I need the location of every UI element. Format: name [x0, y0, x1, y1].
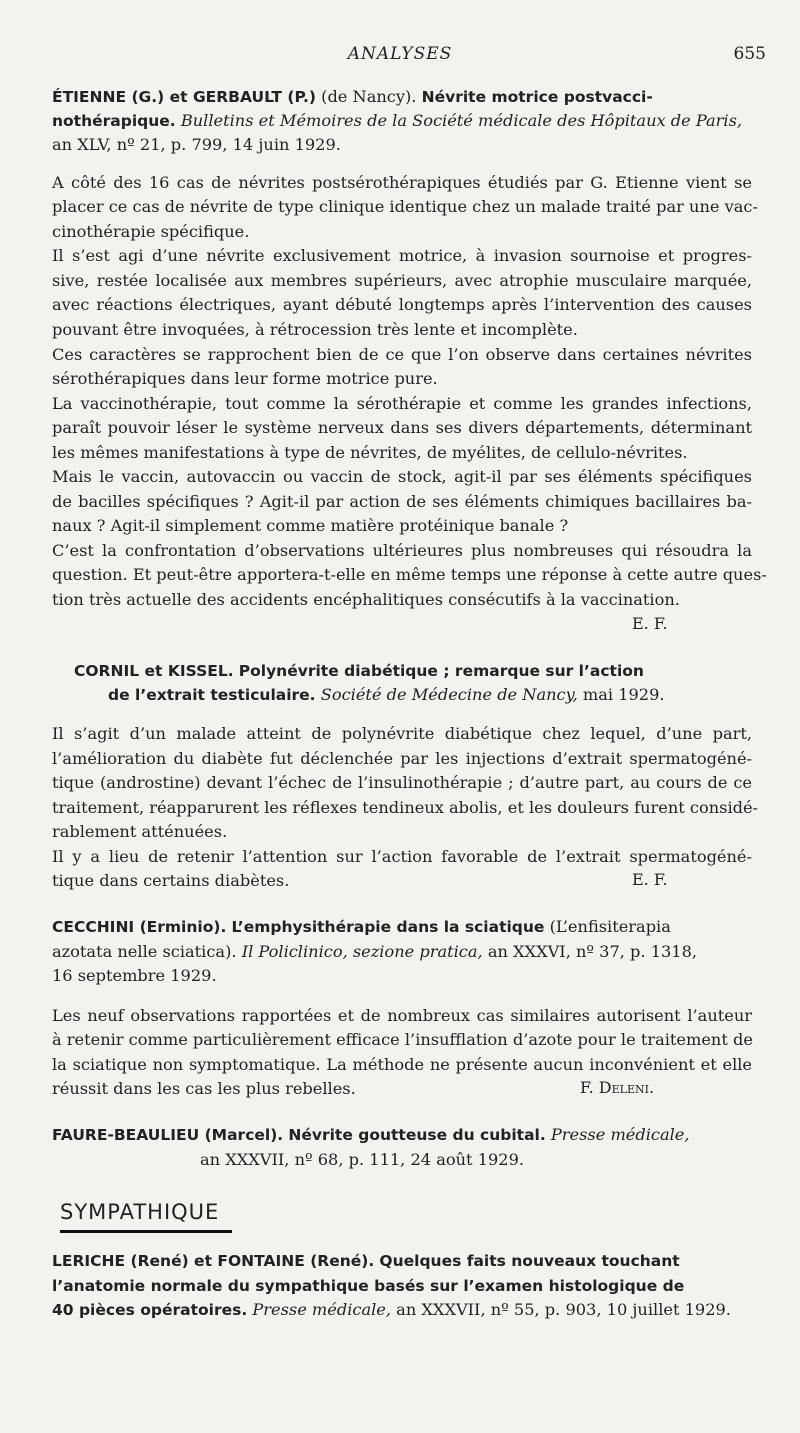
article1-heading — [52, 86, 752, 108]
article1-heading-2 — [52, 110, 752, 132]
article5-authors: LERICHE (René) et FONTAINE (René). — [52, 1252, 375, 1270]
article2-line: tique dans certains diabètes. — [52, 871, 290, 890]
article5-ref: an XXXVII, nº 55, p. 903, 10 juillet 1929. — [396, 1300, 731, 1319]
section-underline — [60, 1230, 232, 1233]
article3-ref-2: 16 septembre 1929. — [52, 966, 217, 985]
article5-title-cont: l’anatomie normale du sympathique basés sur l’examen histologique de — [52, 1277, 685, 1295]
article5-title-end: 40 pièces opératoires. — [52, 1301, 248, 1319]
article1-signature: E. F. — [632, 614, 668, 633]
article1-line: Ces caractères se rapprochent bien de ce que l’on observe dans certaines névrites — [52, 345, 752, 364]
article1-line: placer ce cas de névrite de type clinique identique chez un malade traité par une vac- — [52, 197, 758, 216]
article1-line: naux ? Agit-il simplement comme matière protéinique banale ? — [52, 516, 569, 535]
page-number: 655 — [733, 44, 766, 64]
article1-authors: ÉTIENNE (G.) et GERBAULT (P.) — [52, 88, 316, 106]
article2-line: Il y a lieu de retenir l’attention sur l’action favorable de l’extrait spermatogéné- — [52, 847, 752, 866]
article2-heading — [74, 660, 774, 682]
article3-heading-2 — [52, 941, 752, 963]
article3-authors: CECCHINI (Erminio). — [52, 918, 227, 936]
article2-ref: mai 1929. — [582, 685, 665, 704]
article3-translation: (L’enfisiterapia — [549, 917, 671, 936]
article4-ref: an XXXVII, nº 68, p. 111, 24 août 1929. — [200, 1150, 525, 1169]
article1-line: pouvant être invoquées, à rétrocession très lente et incomplète. — [52, 320, 578, 339]
article1-line: sive, restée localisée aux membres supérieurs, avec atrophie musculaire marquée, — [52, 271, 752, 290]
running-header: ANALYSES — [347, 44, 453, 64]
article1-line: Mais le vaccin, autovaccin ou vaccin de stock, agit-il par ses éléments spécifiques — [52, 467, 752, 486]
article1-place: (de Nancy). — [321, 87, 417, 106]
article3-heading — [52, 916, 752, 938]
article2-journal: Société de Médecine de Nancy, — [320, 685, 578, 704]
section-title: SYMPATHIQUE — [60, 1200, 220, 1224]
article5-heading-2 — [52, 1275, 752, 1297]
article1-title: Névrite motrice postvacci- — [421, 88, 653, 106]
article3-line: Les neuf observations rapportées et de nombreux cas similaires autorisent l’auteur — [52, 1006, 752, 1025]
article1-line: paraît pouvoir léser le système nerveux dans ses divers départements, déterminant — [52, 418, 752, 437]
article1-line: C’est la confrontation d’observations ultérieures plus nombreuses qui résoudra la — [52, 541, 752, 560]
article1-line: tion très actuelle des accidents encéphalitiques consécutifs à la vaccination. — [52, 590, 680, 609]
article1-title-cont: nothérapique. — [52, 112, 176, 130]
article4-authors: FAURE-BEAULIEU (Marcel). — [52, 1126, 284, 1144]
article3-journal: Il Policlinico, sezione pratica, — [241, 942, 483, 961]
article4-title: Névrite goutteuse du cubital. — [288, 1126, 546, 1144]
article4-heading — [52, 1124, 752, 1146]
article2-authors: CORNIL et KISSEL. — [74, 662, 234, 680]
article1-ref: an XLV, nº 21, p. 799, 14 juin 1929. — [52, 135, 341, 154]
article5-heading-3 — [52, 1299, 752, 1321]
article3-signature: F. Deleni. — [580, 1078, 655, 1097]
article1-line: cinothérapie spécifique. — [52, 222, 250, 241]
article1-line: A côté des 16 cas de névrites postsérothérapiques étudiés par G. Etienne vient se — [52, 173, 752, 192]
article3-ref: an XXXVI, nº 37, p. 1318, — [487, 942, 698, 961]
article1-journal: Bulletins et Mémoires de la Société médicale des Hôpitaux de Paris, — [180, 111, 743, 130]
article3-line: réussit dans les cas les plus rebelles. — [52, 1079, 356, 1098]
article2-heading-2 — [108, 684, 800, 706]
article2-line: rablement atténuées. — [52, 822, 228, 841]
article2-line: Il s’agit d’un malade atteint de polynévrite diabétique chez lequel, d’une part, — [52, 724, 752, 743]
article5-title: Quelques faits nouveaux touchant — [379, 1252, 680, 1270]
article2-title: Polynévrite diabétique ; remarque sur l’action — [238, 662, 644, 680]
article3-translation-cont: azotata nelle sciatica). — [52, 942, 237, 961]
article1-line: Il s’est agi d’une névrite exclusivement motrice, à invasion sournoise et progres- — [52, 246, 752, 265]
article1-line: sérothérapiques dans leur forme motrice pure. — [52, 369, 438, 388]
article2-line: traitement, réapparurent les réflexes tendineux abolis, et les douleurs furent considé- — [52, 798, 759, 817]
article2-title-cont: de l’extrait testiculaire. — [108, 686, 316, 704]
article1-line: de bacilles spécifiques ? Agit-il par action de ses éléments chimiques bacillaires ba- — [52, 492, 752, 511]
article2-signature: E. F. — [632, 870, 668, 889]
article3-line: la sciatique non symptomatique. La méthode ne présente aucun inconvénient et elle — [52, 1055, 752, 1074]
article1-line: La vaccinothérapie, tout comme la sérothérapie et comme les grandes infections, — [52, 394, 752, 413]
article5-journal: Presse médicale, — [252, 1300, 392, 1319]
article3-line: à retenir comme particulièrement efficace l’insufflation d’azote pour le traitement de — [52, 1030, 753, 1049]
article1-line: question. Et peut-être apportera-t-elle en même temps une réponse à cette autre ques- — [52, 565, 767, 584]
article1-line: avec réactions électriques, ayant débuté longtemps après l’intervention des causes — [52, 295, 752, 314]
article1-line: les mêmes manifestations à type de névrites, de myélites, de cellulo-névrites. — [52, 443, 688, 462]
article5-heading — [52, 1250, 752, 1272]
article2-line: tique (androstine) devant l’échec de l’insulinothérapie ; d’autre part, au cours de ce — [52, 773, 752, 792]
article2-line: l’amélioration du diabète fut déclenchée par les injections d’extrait spermatogéné- — [52, 749, 752, 768]
article3-title: L’emphysithérapie dans la sciatique — [231, 918, 545, 936]
article4-journal: Presse médicale, — [550, 1125, 690, 1144]
